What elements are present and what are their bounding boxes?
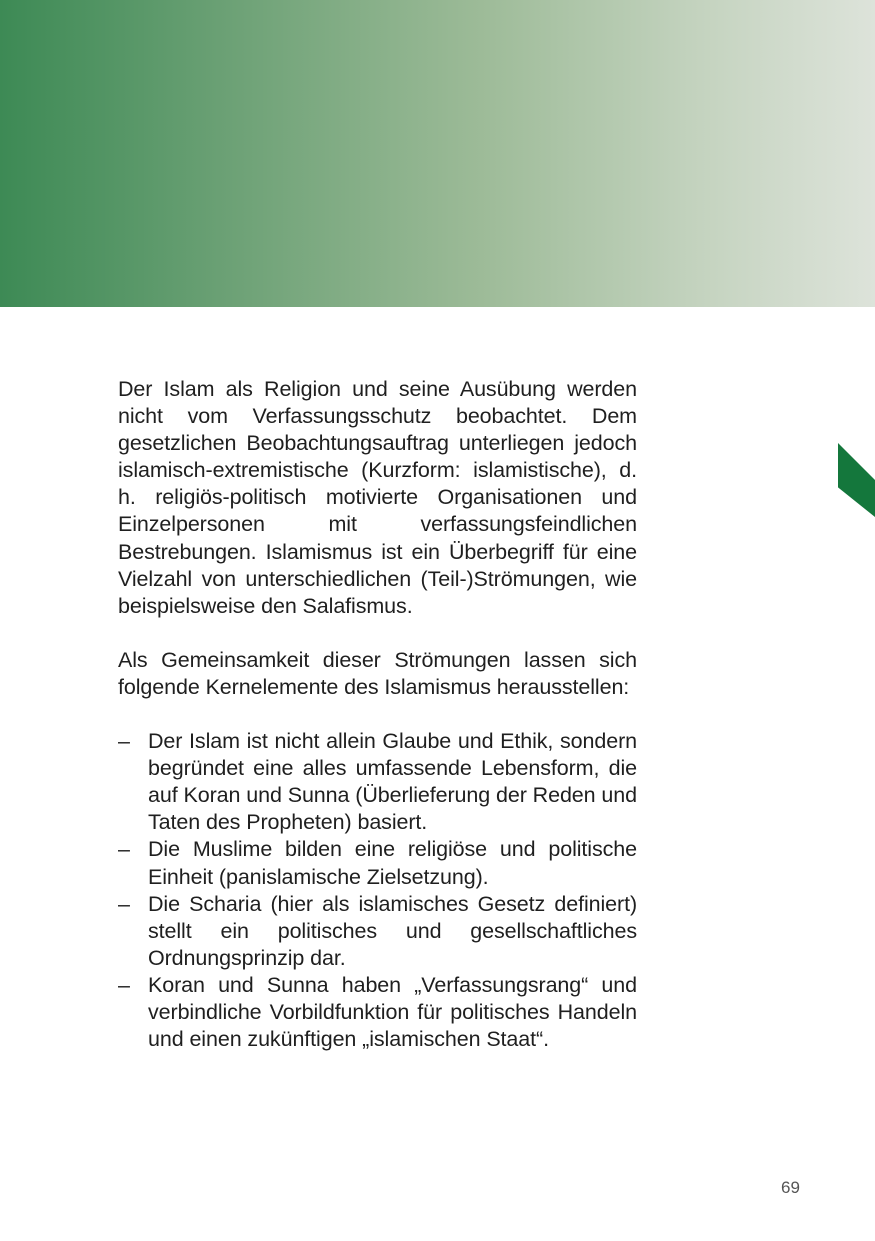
bullet-dash: – [118, 891, 130, 916]
core-elements-intro-paragraph: Als Gemeinsamkeit dieser Strömungen lassen sich folgende Kernelemente des Islamismus herausstellen: [118, 647, 637, 699]
intro-paragraph: Der Islam als Religion und seine Ausübung werden nicht vom Verfassungsschutz beobachtet. Dem gesetzlichen Beobachtungsauftrag unterliegen jedoch islamisch-extremistische (Kurzform: islamistische), d. h. religiös-politisch motivierte Organisationen und Einzelpersonen mit verfassungsfeindlichen Bestrebungen. Islamismus ist ein Überbegriff für eine Vielzahl von unterschiedlichen (Teil-)Strömungen, wie beispielsweise den Salafismus. [118, 377, 637, 618]
list-item [118, 836, 637, 890]
list-item-text: Die Muslime bilden eine religiöse und politische Einheit (panislamische Zielsetzung). [148, 837, 637, 889]
page-number: 69 [781, 1178, 800, 1197]
chapter-tab-marker [838, 443, 875, 517]
list-item [118, 728, 637, 836]
bullet-dash: – [118, 729, 130, 754]
list-item [118, 891, 637, 972]
list-item-text: Die Scharia (hier als islamisches Gesetz definiert) stellt ein politisches und gesellschaftliches Ordnungsprinzip dar. [148, 891, 637, 970]
list-item [118, 972, 637, 1053]
list-item-text: Koran und Sunna haben „Verfassungsrang“ und verbindliche Vorbildfunktion für politisches Handeln und einen zukünftigen „islamischen Staat“. [148, 972, 637, 1052]
header-gradient-band [0, 0, 875, 307]
core-elements-list [118, 728, 637, 1053]
bullet-dash: – [118, 837, 130, 862]
list-item-text: Der Islam ist nicht allein Glaube und Ethik, sondern begründet eine alles umfassende Lebensform, die auf Koran und Sunna (Überlieferung der Reden und Taten des Propheten) basiert. [148, 729, 637, 835]
bullet-dash: – [118, 972, 130, 997]
main-text-column [118, 376, 637, 1053]
